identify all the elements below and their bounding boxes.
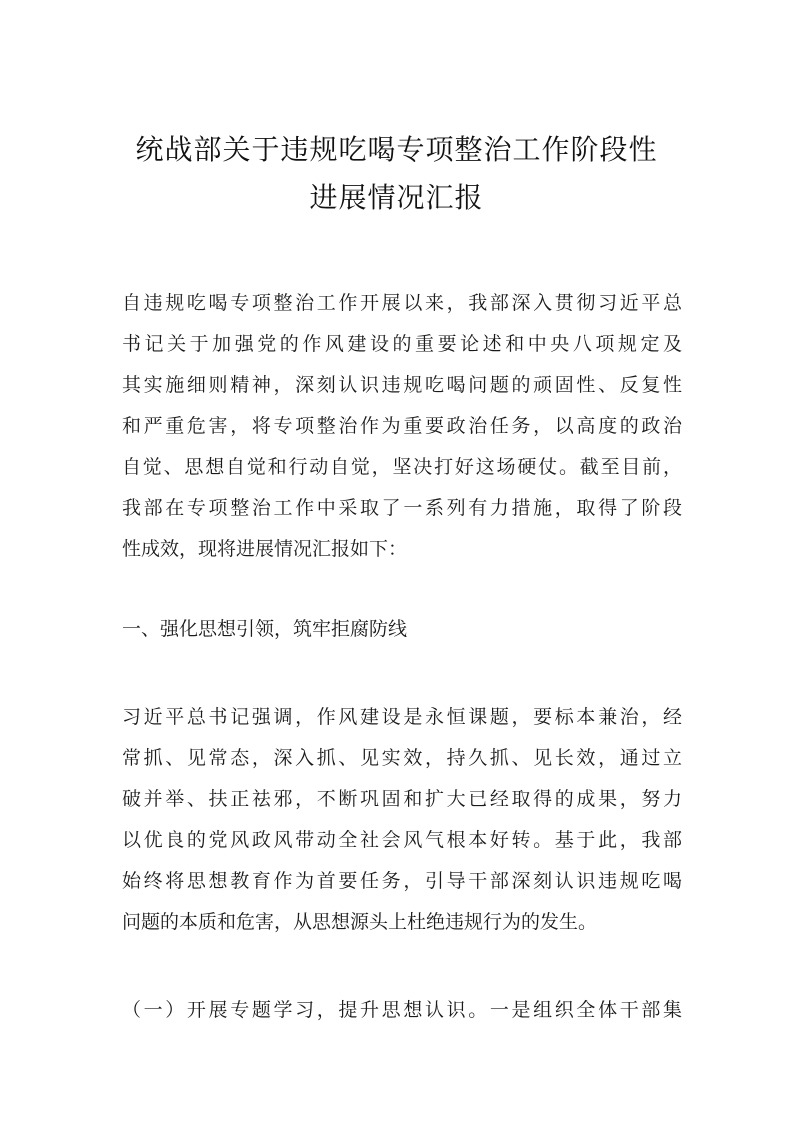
paragraph-line: 和严重危害，将专项整治作为重要政治任务，以高度的政治	[122, 415, 682, 437]
paragraph-line: 破并举、扶正祛邪，不断巩固和扩大已经取得的成果，努力	[122, 788, 682, 810]
paragraph-line: 常抓、见常态，深入抓、见实效，持久抓、见长效，通过立	[122, 747, 682, 769]
section-heading-1: 一、强化思想引领，筑牢拒腐防线	[122, 618, 408, 640]
paragraph-line: 以优良的党风政风带动全社会风气根本好转。基于此，我部	[122, 829, 682, 851]
paragraph-line: 我部在专项整治工作中采取了一系列有力措施，取得了阶段	[122, 497, 682, 519]
subsection-1-first-line: （一）开展专题学习，提升思想认识。一是组织全体干部集	[122, 999, 682, 1021]
paragraph-line: 问题的本质和危害，从思想源头上杜绝违规行为的发生。	[122, 911, 598, 933]
paragraph-line: 自违规吃喝专项整治工作开展以来，我部深入贯彻习近平总	[122, 292, 682, 314]
document-title-line-2: 进展情况汇报	[309, 181, 484, 214]
paragraph-line: 始终将思想教育作为首要任务，引导干部深刻认识违规吃喝	[122, 870, 682, 892]
paragraph-line: 自觉、思想自觉和行动自觉，坚决打好这场硬仗。截至目前，	[122, 456, 682, 478]
paragraph-line: 性成效，现将进展情况汇报如下：	[122, 538, 408, 560]
paragraph-line: 书记关于加强党的作风建设的重要论述和中央八项规定及	[122, 333, 682, 355]
paragraph-line: 其实施细则精神，深刻认识违规吃喝问题的顽固性、反复性	[122, 374, 682, 396]
document-title-line-1: 统战部关于违规吃喝专项整治工作阶段性	[135, 133, 658, 166]
paragraph-line: 习近平总书记强调，作风建设是永恒课题，要标本兼治，经	[122, 706, 682, 728]
